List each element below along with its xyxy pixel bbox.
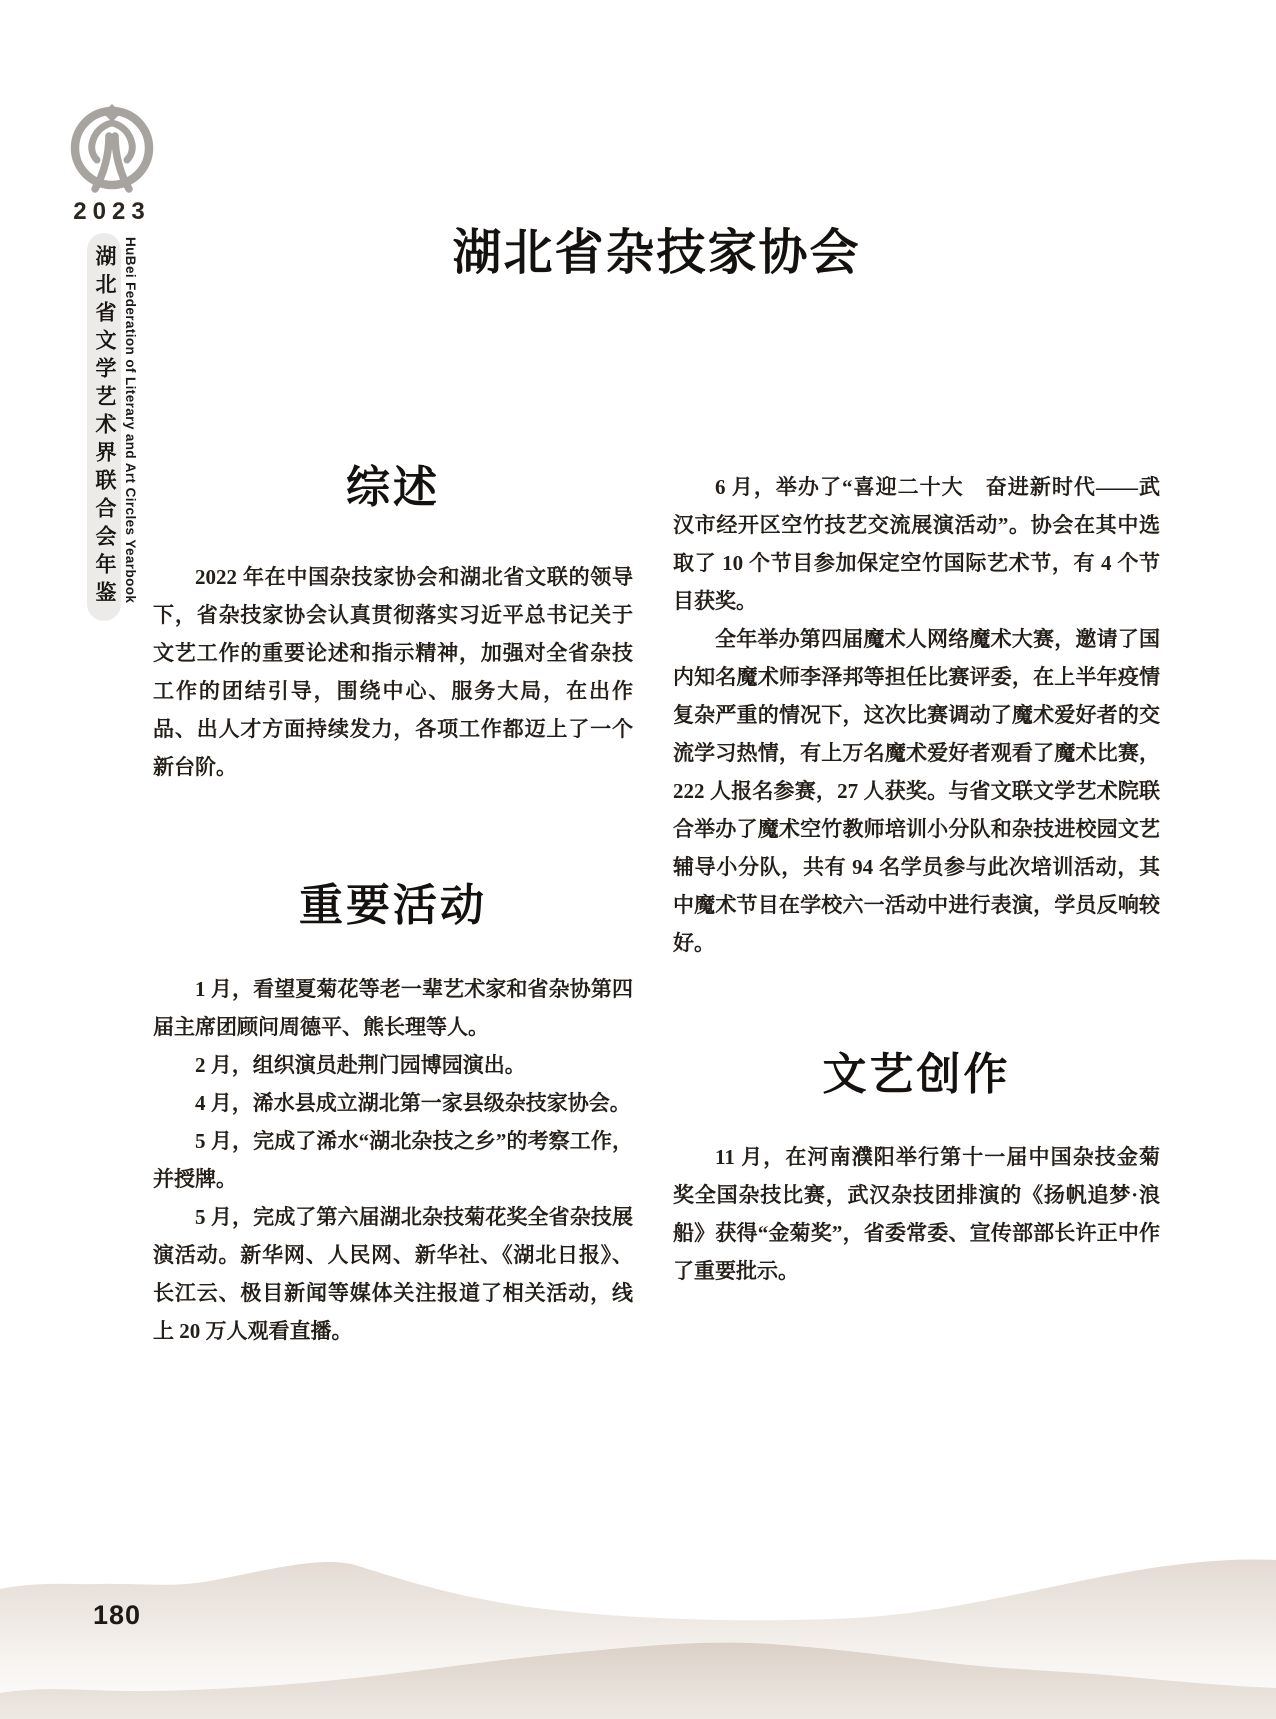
mountain-watercolor-art [0,1489,1276,1719]
body-paragraph: 11 月，在河南濮阳举行第十一届中国杂技金菊奖全国杂技比赛，武汉杂技团排演的《扬帆追梦·浪船》获得“金菊奖”，省委常委、宣传部部长许正中作了重要批示。 [673,1145,1160,1283]
spine-title-en: HuBei Federation of Literary and Art Circles Yearbook [123,237,138,604]
federation-logo-icon [67,96,157,196]
body-paragraph: 6 月，举办了“喜迎二十大 奋进新时代——武汉市经开区空竹技艺交流展演活动”。协会在其中选取了 10 个节目参加保定空竹国际艺术节，有 4 个节目获奖。 [673,475,1160,613]
body-paragraph: 2022 年在中国杂技家协会和湖北省文联的领导下，省杂技家协会认真贯彻落实习近平总书记关于文艺工作的重要论述和指示精神，加强对全省杂技工作的团结引导，围绕中心、服务大局，在出作品、出人才方面持续发力，各项工作都迈上了一个新台阶。 [153,565,633,779]
body-paragraph: 全年举办第四届魔术人网络魔术大赛，邀请了国内知名魔术师李泽邦等担任比赛评委，在上半年疫情复杂严重的情况下，这次比赛调动了魔术爱好者的交流学习热情，有上万名魔术爱好者观看了魔术比赛，222 人报名参赛，27 人获奖。与省文联文学艺术院联合举办了魔术空竹教师培训小分队和杂技进校园文艺辅导小分队，共有 94 名学员参与此次培训活动，其中魔术节目在学校六一活动中进行表演，学员反响较好。 [673,627,1160,955]
spine-banner [87,233,121,621]
section-heading-activities: 重要活动 [299,881,487,930]
spine-title-cn: 湖北省文学艺术界联合会年鉴 [93,245,116,609]
page-title: 湖北省杂技家协会 [452,226,861,280]
body-paragraph: 1 月，看望夏菊花等老一辈艺术家和省杂协第四届主席团顾问周德平、熊长理等人。 [153,977,633,1039]
body-paragraph: 4 月，浠水县成立湖北第一家县级杂技家协会。 [195,1091,631,1115]
page-number: 180 [93,1600,142,1630]
logo-dot [103,104,121,122]
body-paragraph: 5 月，完成了第六届湖北杂技菊花奖全省杂技展演活动。新华网、人民网、新华社、《湖北日报》、长江云、极目新闻等媒体关注报道了相关活动，线上 20 万人观看直播。 [153,1205,633,1343]
left-column [153,440,633,1350]
body-paragraph: 2 月，组织演员赴荆门园博园演出。 [195,1053,526,1077]
body-paragraph: 5 月，完成了浠水“湖北杂技之乡”的考察工作，并授牌。 [153,1129,633,1191]
article-body [153,440,1160,1350]
brand-block [66,96,158,226]
right-column [673,440,1160,1290]
logo-year-label: 2023 [73,198,151,225]
section-heading-overview: 综述 [346,463,440,512]
section-heading-creation: 文艺创作 [822,1050,1011,1099]
